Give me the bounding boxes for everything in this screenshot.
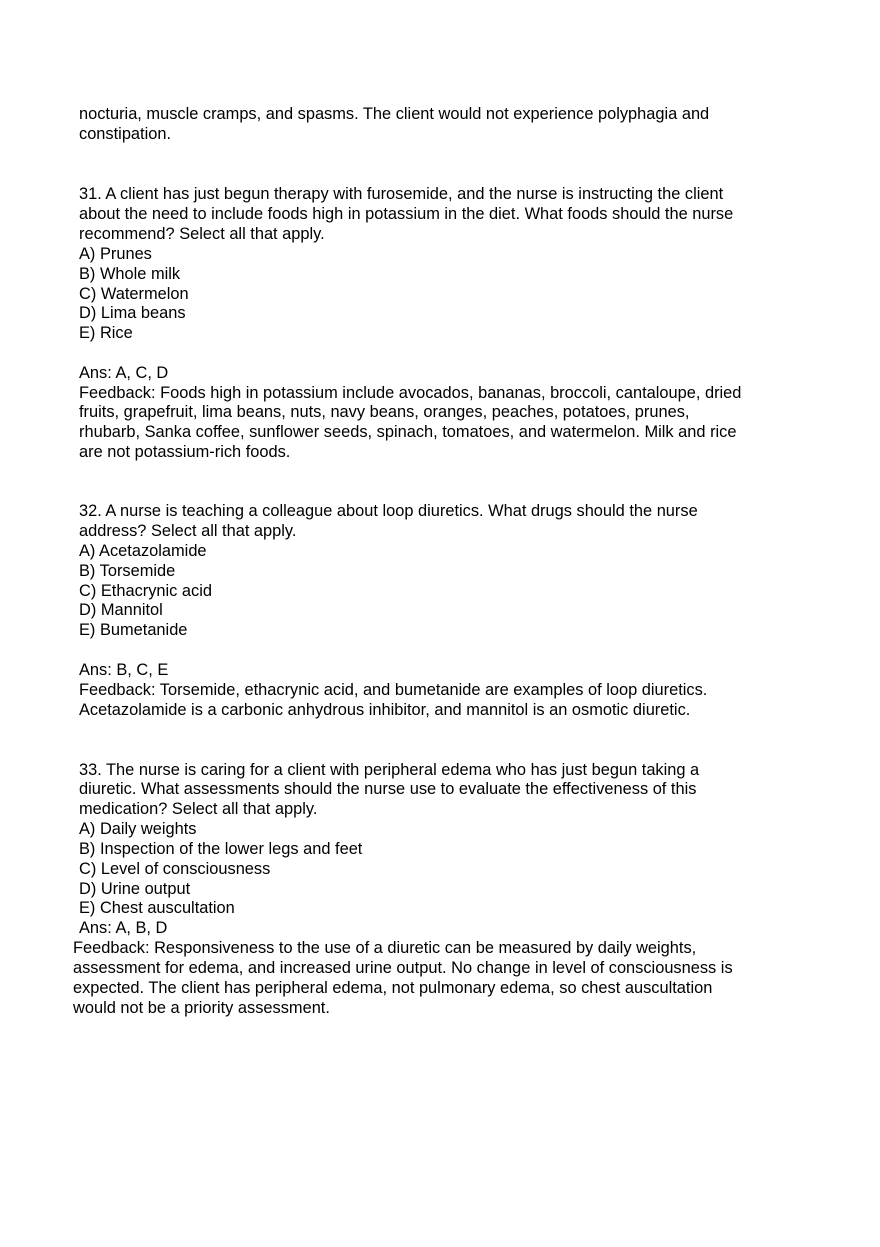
answer-option: E) Chest auscultation <box>79 899 235 917</box>
feedback-line: assessment for edema, and increased urine output. No change in level of consciousness is <box>73 959 733 977</box>
answer-option: D) Lima beans <box>79 304 186 322</box>
answer-option: A) Prunes <box>79 245 152 263</box>
answer-option: E) Rice <box>79 324 133 342</box>
answer-option: C) Ethacrynic acid <box>79 582 212 600</box>
question-stem-line: address? Select all that apply. <box>79 522 297 540</box>
intro-line: nocturia, muscle cramps, and spasms. The client would not experience polyphagia and <box>79 105 710 123</box>
question-stem-line: recommend? Select all that apply. <box>79 225 325 243</box>
question-stem-line: about the need to include foods high in potassium in the diet. What foods should the nurse <box>79 205 734 223</box>
feedback-line: Feedback: Torsemide, ethacrynic acid, and bumetanide are examples of loop diuretics. <box>79 681 708 699</box>
answer-option: E) Bumetanide <box>79 621 188 639</box>
answer-option: A) Daily weights <box>79 820 197 838</box>
feedback-line: would not be a priority assessment. <box>73 999 330 1017</box>
answer-key: Ans: A, C, D <box>79 364 169 382</box>
question-stem-line: 31. A client has just begun therapy with furosemide, and the nurse is instructing the client <box>79 185 724 203</box>
feedback-line: Acetazolamide is a carbonic anhydrous inhibitor, and mannitol is an osmotic diuretic. <box>79 701 691 719</box>
answer-option: C) Watermelon <box>79 285 189 303</box>
answer-option: D) Urine output <box>79 880 191 898</box>
feedback-line: rhubarb, Sanka coffee, sunflower seeds, spinach, tomatoes, and watermelon. Milk and rice <box>79 423 737 441</box>
feedback-line: are not potassium-rich foods. <box>79 443 291 461</box>
feedback-line: fruits, grapefruit, lima beans, nuts, navy beans, oranges, peaches, potatoes, prunes, <box>79 403 690 421</box>
question-stem-line: 33. The nurse is caring for a client with peripheral edema who has just begun taking a <box>79 761 700 779</box>
question-stem-line: 32. A nurse is teaching a colleague about loop diuretics. What drugs should the nurse <box>79 502 698 520</box>
intro-line: constipation. <box>79 125 172 143</box>
question-stem-line: diuretic. What assessments should the nurse use to evaluate the effectiveness of this <box>79 780 697 798</box>
feedback-line: Feedback: Responsiveness to the use of a diuretic can be measured by daily weights, <box>73 939 697 957</box>
answer-key: Ans: A, B, D <box>79 919 168 937</box>
question-stem-line: medication? Select all that apply. <box>79 800 318 818</box>
answer-option: C) Level of consciousness <box>79 860 271 878</box>
answer-option: B) Whole milk <box>79 265 181 283</box>
answer-option: A) Acetazolamide <box>79 542 207 560</box>
feedback-line: expected. The client has peripheral edema, not pulmonary edema, so chest auscultation <box>73 979 713 997</box>
answer-option: B) Torsemide <box>79 562 176 580</box>
feedback-line: Feedback: Foods high in potassium include avocados, bananas, broccoli, cantaloupe, dried <box>79 384 742 402</box>
answer-key: Ans: B, C, E <box>79 661 169 679</box>
answer-option: B) Inspection of the lower legs and feet <box>79 840 363 858</box>
answer-option: D) Mannitol <box>79 601 163 619</box>
